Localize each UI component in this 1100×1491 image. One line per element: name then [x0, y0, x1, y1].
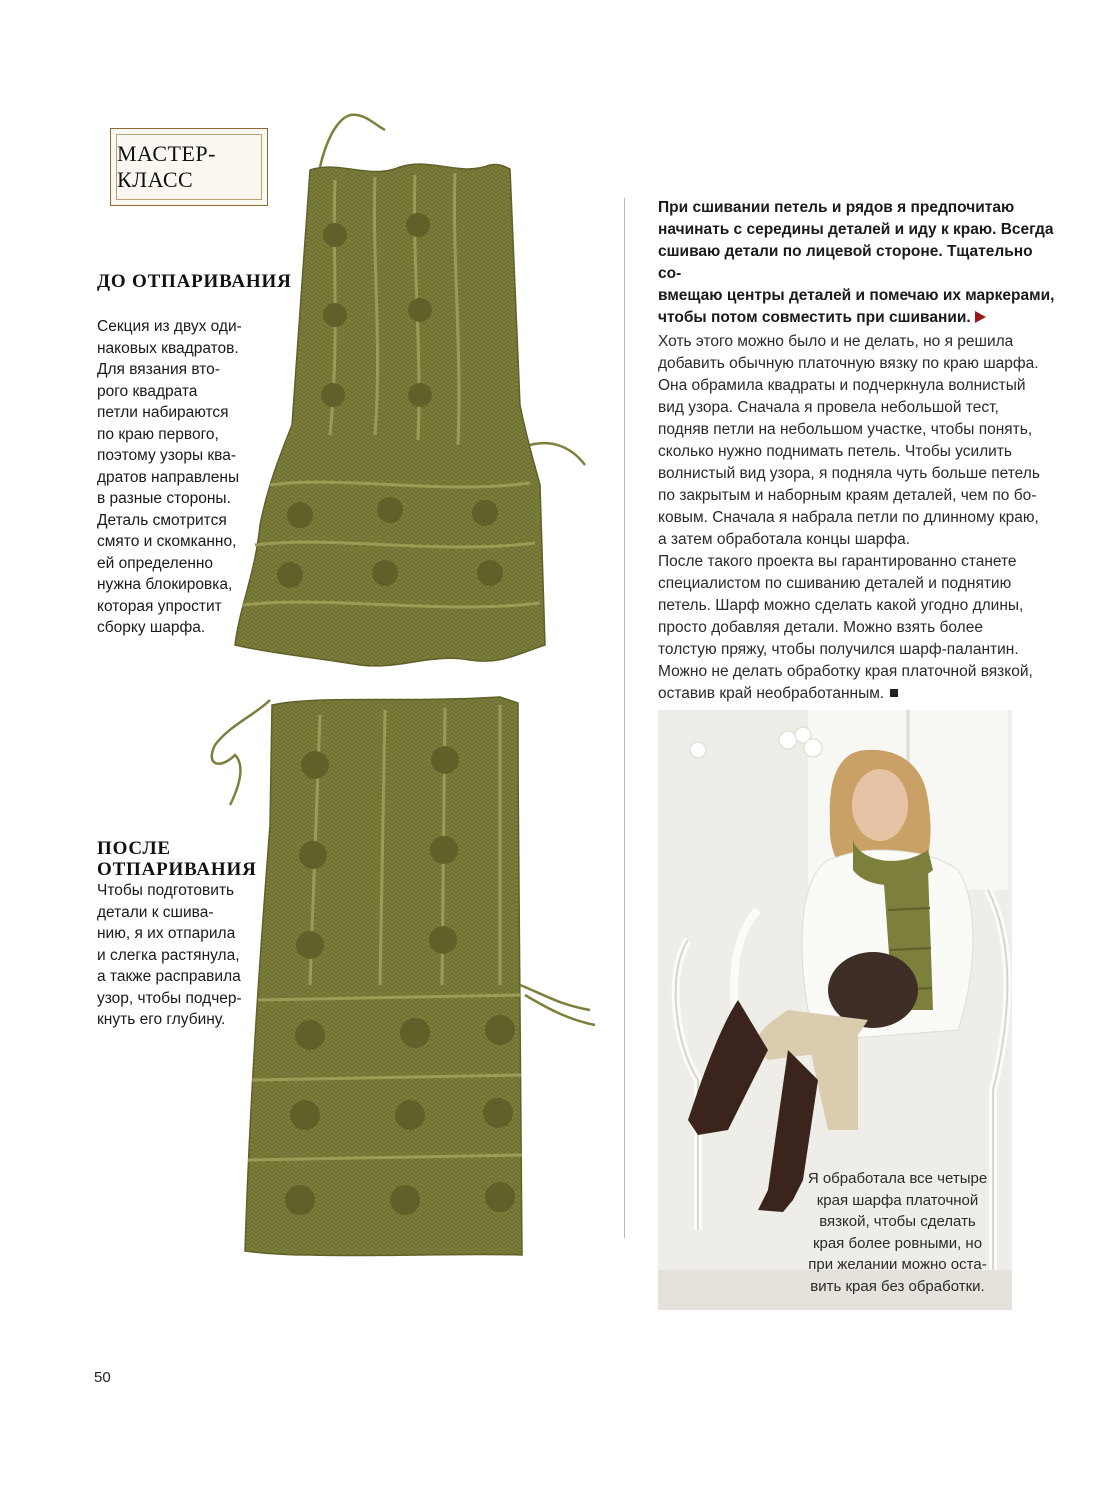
before-text: Секция из двух оди- наковых квадратов. Для вязания вто- рого квадрата петли набираются по краю первого, поэтому узоры ква- дратов направлены в разные стороны. Деталь смотрится смято и скомканно, ей определенно нужна блокировка, которая упростит сборку шарфа.: [97, 318, 242, 636]
end-square-icon: [890, 689, 898, 697]
body-text: Хоть этого можно было и не делать, но я решила добавить обычную платочную вязку по краю шарфа. Она обрамила квадраты и подчеркнула волнистый вид узора. Сначала я провела небольшой тест, подняв петли на небольшом участке, чтобы понять, сколько нужно поднимать петель. Чтобы усилить волнистый вид узора, я подняла чуть больше петель по закрытым и наборным краям деталей, чем по бо- ковым. Сначала я набрала петли по длинному краю, а затем обработала концы шарфа. После такого проекта вы гарантированно станете специалистом по сшиванию деталей и поднятию петель. Шарф можно сделать какой угодно длины, просто добавляя детали. Можно взять более толстую пряжу, чтобы получился шарф-палантин. Можно не делать обработку края платочной вязкой, оставив край необработанным.: [658, 333, 1040, 702]
after-section: [97, 838, 277, 880]
swatch-before-blocking: [235, 115, 585, 666]
right-column-body: [658, 331, 1058, 705]
body-paragraph: [658, 331, 1058, 705]
after-text: Чтобы подготовить детали к сшива- нию, я их отпарила и слегка растянула, а также расправила узор, чтобы подчер- кнуть его глубину.: [97, 882, 242, 1028]
page-number: 50: [94, 1369, 111, 1386]
after-heading-line2: ОТПАРИВАНИЯ: [97, 859, 257, 880]
badge-label: МАСТЕР-КЛАСС: [117, 141, 216, 192]
intro-bold-paragraph: [658, 197, 1058, 329]
before-heading: ДО ОТПАРИВАНИЯ: [97, 271, 292, 292]
continue-arrow-icon: [975, 311, 986, 323]
right-column-intro: [658, 197, 1058, 329]
photo-caption: Я обработала все четыре края шарфа платочной вязкой, чтобы сделать края более ровными, но при желании можно оста- вить края без обработки.: [807, 1170, 988, 1295]
column-divider: [624, 198, 625, 1238]
before-section: [97, 271, 317, 292]
intro-bold-text: При сшивании петель и рядов я предпочитаю начинать с середины деталей и иду к краю. Всегда сшиваю детали по лицевой стороне. Тщательно со- вмещаю центры деталей и помечаю их маркерами, чтобы потом совместить при сшивании.: [658, 199, 1055, 326]
after-heading-line1: ПОСЛЕ: [97, 838, 171, 859]
